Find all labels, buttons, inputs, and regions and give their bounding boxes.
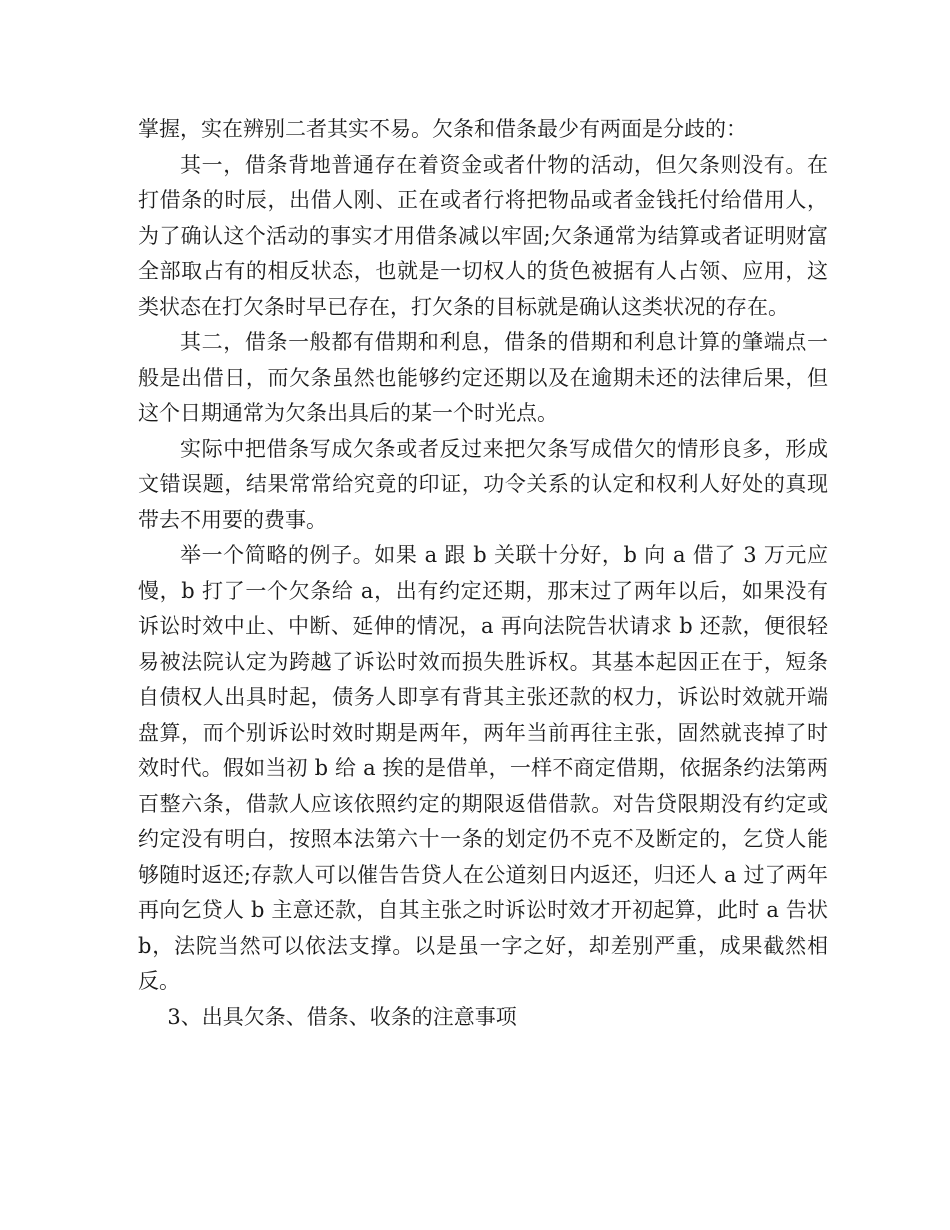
paragraph-practice-issues: 实际中把借条写成欠条或者反过来把欠条写成借欠的情形良多，形成文错误题，结果常常给究竟的印证，功令关系的认定和权利人好处的真现带去不用要的费事。 bbox=[138, 436, 828, 532]
document-body bbox=[138, 112, 828, 1035]
paragraph-intro: 掌握，实在辨别二者其实不易。欠条和借条最少有两面是分歧的： bbox=[138, 117, 747, 141]
section-heading-notes: 3、出具欠条、借条、收条的注意事项 bbox=[167, 1004, 517, 1029]
paragraph-example: 举一个简略的例子。如果 a 跟 b 关联十分好，b 向 a 借了 3 万元应慢，b 打了一个欠条给 a，出有约定还期，那末过了两年以后，如果没有诉讼时效中止、中断、延伸的情况，a 再向法院告状请求 b 还款，便很轻易被法院认定为跨越了诉讼时效而损失胜诉权。其基本起因正在于，短条自债权人出具时起，债务人即享有背其主张还款的权力，诉讼时效就开端盘算，而个别诉讼时效时期是两年，两年当前再往主张，固然就丧掉了时效时代。假如当初 b 给 a 挨的是借单，一样不商定借期，依据条约法第两百整六条，借款人应该依照约定的期限返借借款。对告贷限期没有约定或约定没有明白，按照本法第六十一条的划定仍不克不及断定的，乞贷人能够随时返还;存款人可以催告告贷人在公道刻日内返还，归还人 a 过了两年再向乞贷人 b 主意还款，自其主张之时诉讼时效才开初起算，此时 a 告状 b，法院当然可以依法支撑。以是虽一字之好，却差别严重，成果截然相反。 bbox=[138, 543, 828, 993]
paragraph-second-difference: 其二，借条一般都有借期和利息，借条的借期和利息计算的肇端点一般是出借日，而欠条虽然也能够约定还期以及在逾期未还的法律后果，但这个日期通常为欠条出具后的某一个时光点。 bbox=[138, 330, 828, 425]
paragraph-first-difference: 其一，借条背地普通存在着资金或者什物的活动，但欠条则没有。在打借条的时辰，出借人刚、正在或者行将把物品或者金钱托付给借用人，为了确认这个活动的事实才用借条减以牢固;欠条通常为结算或者证明财富全部取占有的相反状态，也就是一切权人的货色被据有人占领、应用，这类状态在打欠条时早已存在，打欠条的目标就是确认这类状况的存在。 bbox=[138, 152, 828, 319]
